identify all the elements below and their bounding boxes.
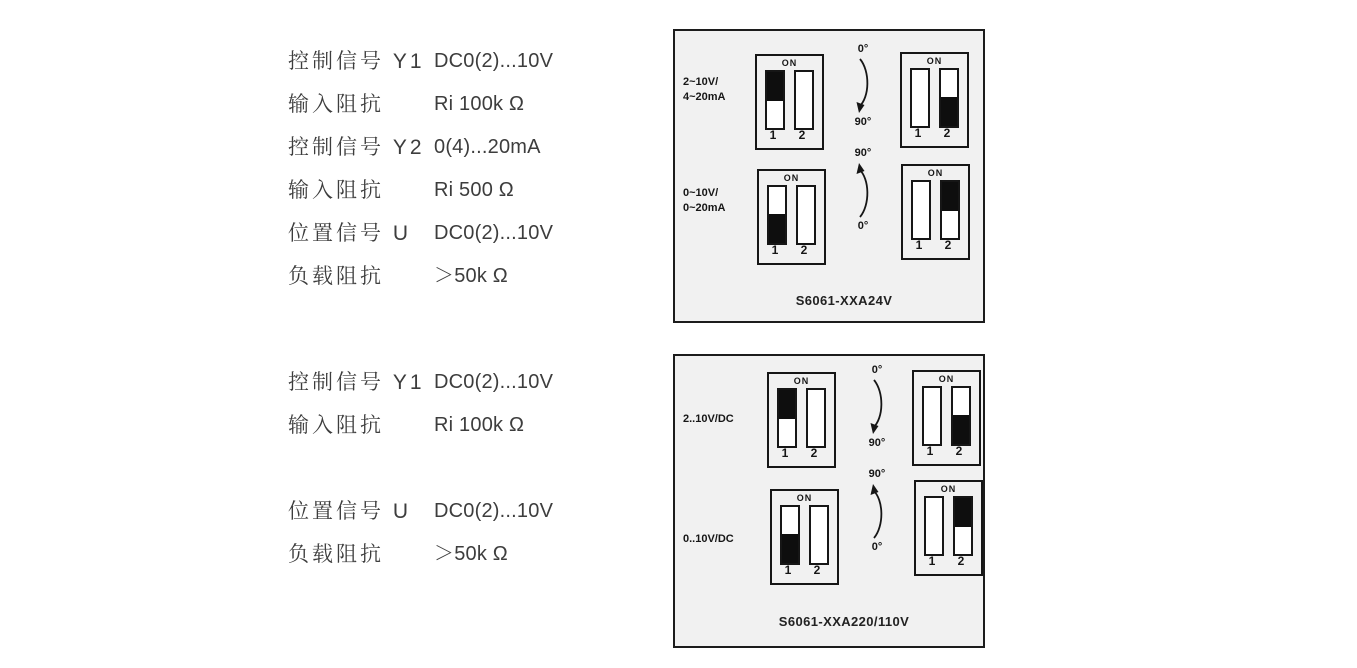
dip-slot-2 (794, 70, 814, 130)
dip-switch (901, 164, 970, 260)
rotation-arrow-group (841, 147, 885, 233)
rotation-arrow-icon (866, 378, 888, 436)
rotation-arrow-icon (852, 57, 874, 115)
slot-number: 1 (769, 128, 777, 142)
spec-value: Ri 100k Ω (434, 93, 525, 115)
rotation-angle-label: 0° (857, 43, 869, 55)
dip-switch (770, 489, 839, 585)
slot-number: 2 (810, 446, 818, 460)
rotation-arrow-icon (866, 482, 888, 540)
slot-number: 1 (784, 563, 792, 577)
dip-switch (755, 54, 824, 150)
signal-range-label: 2..10V/DC (683, 413, 734, 425)
spec-value: DC0(2)...10V (434, 222, 554, 244)
on-label: ON (938, 374, 955, 384)
dip-slot-2 (940, 180, 960, 240)
model-label: S6061-XXA220/110V (778, 614, 910, 629)
rotation-angle-label: 0° (871, 364, 883, 376)
slot-number: 1 (915, 238, 923, 252)
slot-number: 2 (943, 126, 951, 140)
rotation-arrow-group (855, 468, 899, 554)
rotation-angle-label: 90° (854, 147, 872, 159)
slot-number: 2 (798, 128, 806, 142)
dip-slot-1 (910, 68, 930, 128)
dip-switch (757, 169, 826, 265)
slot-number: 1 (926, 444, 934, 458)
dip-slot-1 (924, 496, 944, 556)
spec-label: 负载阻抗 (288, 543, 384, 566)
rotation-arrow-group (841, 43, 885, 129)
spec-label: 控制信号 Y1 (288, 50, 425, 73)
dip-slot-1 (765, 70, 785, 130)
slot-number: 2 (955, 444, 963, 458)
rotation-angle-label: 90° (868, 468, 886, 480)
rotation-arrow-group (855, 364, 899, 450)
slot-number: 2 (813, 563, 821, 577)
on-label: ON (783, 173, 800, 183)
slot-number: 1 (928, 554, 936, 568)
spec-value: Ri 100k Ω (434, 414, 525, 436)
signal-range-label: 0..10V/DC (683, 533, 734, 545)
spec-label: 控制信号 Y1 (288, 371, 425, 394)
spec-value: DC0(2)...10V (434, 371, 554, 393)
dip-switch (900, 52, 969, 148)
dip-setting-diagram-220v (673, 354, 985, 648)
spec-value: 0(4)...20mA (434, 136, 541, 158)
signal-range-label: 2~10V/ 4~20mA (683, 76, 726, 103)
dip-slot-1 (911, 180, 931, 240)
dip-switch (767, 372, 836, 468)
spec-value: DC0(2)...10V (434, 500, 554, 522)
dip-slot-1 (780, 505, 800, 565)
dip-slot-2 (953, 496, 973, 556)
dip-slot-2 (939, 68, 959, 128)
dip-setting-diagram-24v (673, 29, 985, 323)
on-label: ON (781, 58, 798, 68)
spec-label: 输入阻抗 (288, 414, 384, 437)
spec-value: ＞50k Ω (434, 543, 508, 565)
on-label: ON (793, 376, 810, 386)
dip-switch (912, 370, 981, 466)
spec-label: 位置信号 U (288, 222, 411, 245)
model-label: S6061-XXA24V (795, 293, 893, 308)
dip-slot-1 (767, 185, 787, 245)
slot-number: 2 (944, 238, 952, 252)
slot-number: 1 (914, 126, 922, 140)
on-label: ON (796, 493, 813, 503)
dip-slot-1 (777, 388, 797, 448)
slot-number: 2 (957, 554, 965, 568)
spec-label: 负载阻抗 (288, 265, 384, 288)
slot-number: 1 (781, 446, 789, 460)
on-label: ON (940, 484, 957, 494)
spec-value: ＞50k Ω (434, 265, 508, 287)
spec-value: Ri 500 Ω (434, 179, 514, 201)
dip-slot-2 (796, 185, 816, 245)
dip-slot-2 (951, 386, 971, 446)
rotation-arrow-icon (852, 161, 874, 219)
dip-slot-1 (922, 386, 942, 446)
spec-label: 位置信号 U (288, 500, 411, 523)
on-label: ON (927, 168, 944, 178)
spec-label: 输入阻抗 (288, 93, 384, 116)
spec-label: 控制信号 Y2 (288, 136, 425, 159)
slot-number: 1 (771, 243, 779, 257)
rotation-angle-label: 0° (857, 220, 869, 232)
dip-slot-2 (809, 505, 829, 565)
on-label: ON (926, 56, 943, 66)
signal-range-label: 0~10V/ 0~20mA (683, 187, 726, 214)
dip-switch (914, 480, 983, 576)
dip-slot-2 (806, 388, 826, 448)
rotation-angle-label: 0° (871, 541, 883, 553)
spec-value: DC0(2)...10V (434, 50, 554, 72)
rotation-angle-label: 90° (854, 116, 872, 128)
rotation-angle-label: 90° (868, 437, 886, 449)
spec-label: 输入阻抗 (288, 179, 384, 202)
slot-number: 2 (800, 243, 808, 257)
